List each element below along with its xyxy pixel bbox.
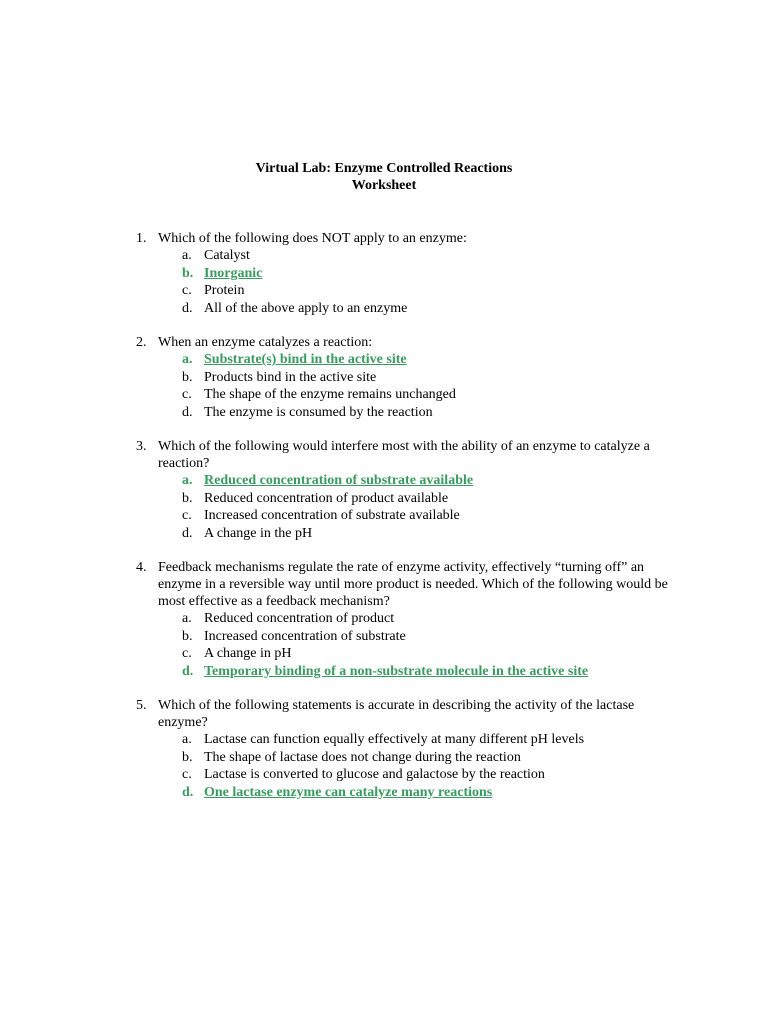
- answer-option: [182, 731, 676, 749]
- option-letter: c.: [182, 283, 192, 298]
- option-letter: c.: [182, 767, 192, 782]
- option-text: The shape of the enzyme remains unchanged: [204, 387, 456, 402]
- question-1: [136, 230, 676, 317]
- question-text: Which of the following does NOT apply to an enzyme:: [158, 231, 467, 246]
- option-letter: d.: [182, 663, 194, 679]
- option-text: One lactase enzyme can catalyze many reactions: [204, 784, 493, 800]
- option-letter: b.: [182, 369, 193, 385]
- worksheet-title: [0, 160, 768, 194]
- option-text: Lactase is converted to glucose and galactose by the reaction: [204, 767, 545, 782]
- option-letter: d.: [182, 300, 193, 316]
- option-letter: b.: [182, 490, 193, 506]
- option-letter: a.: [182, 611, 192, 626]
- answer-option-correct: [182, 472, 676, 490]
- option-text: Lactase can function equally effectively at many different pH levels: [204, 732, 585, 747]
- question-5: [136, 697, 676, 801]
- option-text: Reduced concentration of product available: [204, 490, 449, 506]
- question-text: When an enzyme catalyzes a reaction:: [158, 335, 373, 350]
- option-text: Increased concentration of substrate available: [204, 508, 460, 523]
- question-number: 5.: [136, 698, 147, 713]
- title-line-2: Worksheet: [351, 178, 417, 193]
- option-letter: b.: [182, 265, 194, 281]
- answer-option: [182, 766, 676, 784]
- option-letter: d.: [182, 404, 193, 420]
- option-text: Reduced concentration of product: [204, 611, 395, 626]
- option-text: All of the above apply to an enzyme: [204, 300, 408, 316]
- option-text: Protein: [204, 283, 245, 298]
- answer-option-correct: [182, 265, 676, 283]
- answer-option-correct: [182, 784, 676, 802]
- option-text: Increased concentration of substrate: [204, 628, 406, 644]
- answer-option: [182, 404, 676, 422]
- question-row: [136, 230, 676, 247]
- option-text: The shape of lactase does not change during the reaction: [204, 749, 521, 765]
- answer-options: [182, 472, 676, 542]
- answer-option: [182, 645, 676, 663]
- question-row: [136, 438, 676, 472]
- question-number: 4.: [136, 560, 147, 575]
- title-line-1: Virtual Lab: Enzyme Controlled Reactions: [255, 161, 513, 176]
- question-list: [136, 230, 676, 818]
- answer-option: [182, 369, 676, 387]
- answer-options: [182, 731, 676, 801]
- option-text: A change in pH: [204, 646, 292, 661]
- answer-option-correct: [182, 663, 676, 681]
- option-text: Products bind in the active site: [204, 369, 377, 385]
- answer-option-correct: [182, 351, 676, 369]
- question-number: 2.: [136, 335, 147, 350]
- option-letter: a.: [182, 473, 193, 488]
- answer-options: [182, 247, 676, 317]
- option-text: Catalyst: [204, 248, 250, 263]
- option-letter: c.: [182, 508, 192, 523]
- option-letter: b.: [182, 749, 193, 765]
- option-letter: b.: [182, 628, 193, 644]
- answer-option: [182, 525, 676, 543]
- option-text: Inorganic: [204, 265, 263, 281]
- question-2: [136, 334, 676, 421]
- answer-option: [182, 749, 676, 767]
- question-row: [136, 334, 676, 351]
- answer-option: [182, 490, 676, 508]
- answer-option: [182, 247, 676, 265]
- question-row: [136, 559, 676, 610]
- option-text: Substrate(s) bind in the active site: [204, 352, 407, 367]
- option-letter: d.: [182, 525, 193, 541]
- option-letter: a.: [182, 352, 193, 367]
- answer-options: [182, 610, 676, 680]
- question-number: 1.: [136, 231, 147, 246]
- answer-option: [182, 282, 676, 300]
- option-letter: a.: [182, 732, 192, 747]
- question-number: 3.: [136, 439, 147, 454]
- question-text: Feedback mechanisms regulate the rate of enzyme activity, effectively “turning off” an enzyme in a reversible way until more product is needed. Which of the following would be most effective as a feedback mechanism?: [158, 560, 668, 609]
- option-letter: d.: [182, 784, 194, 800]
- option-text: Temporary binding of a non-substrate molecule in the active site: [204, 663, 589, 679]
- option-letter: a.: [182, 248, 192, 263]
- answer-option: [182, 610, 676, 628]
- option-text: Reduced concentration of substrate available: [204, 473, 474, 488]
- answer-option: [182, 386, 676, 404]
- option-text: A change in the pH: [204, 525, 313, 541]
- question-text: Which of the following would interfere most with the ability of an enzyme to catalyze a reaction?: [158, 439, 650, 471]
- answer-option: [182, 507, 676, 525]
- answer-option: [182, 300, 676, 318]
- answer-options: [182, 351, 676, 421]
- question-4: [136, 559, 676, 680]
- question-text: Which of the following statements is accurate in describing the activity of the lactase enzyme?: [158, 698, 635, 730]
- option-letter: c.: [182, 646, 192, 661]
- option-letter: c.: [182, 387, 192, 402]
- option-text: The enzyme is consumed by the reaction: [204, 404, 433, 420]
- question-row: [136, 697, 676, 731]
- answer-option: [182, 628, 676, 646]
- question-3: [136, 438, 676, 542]
